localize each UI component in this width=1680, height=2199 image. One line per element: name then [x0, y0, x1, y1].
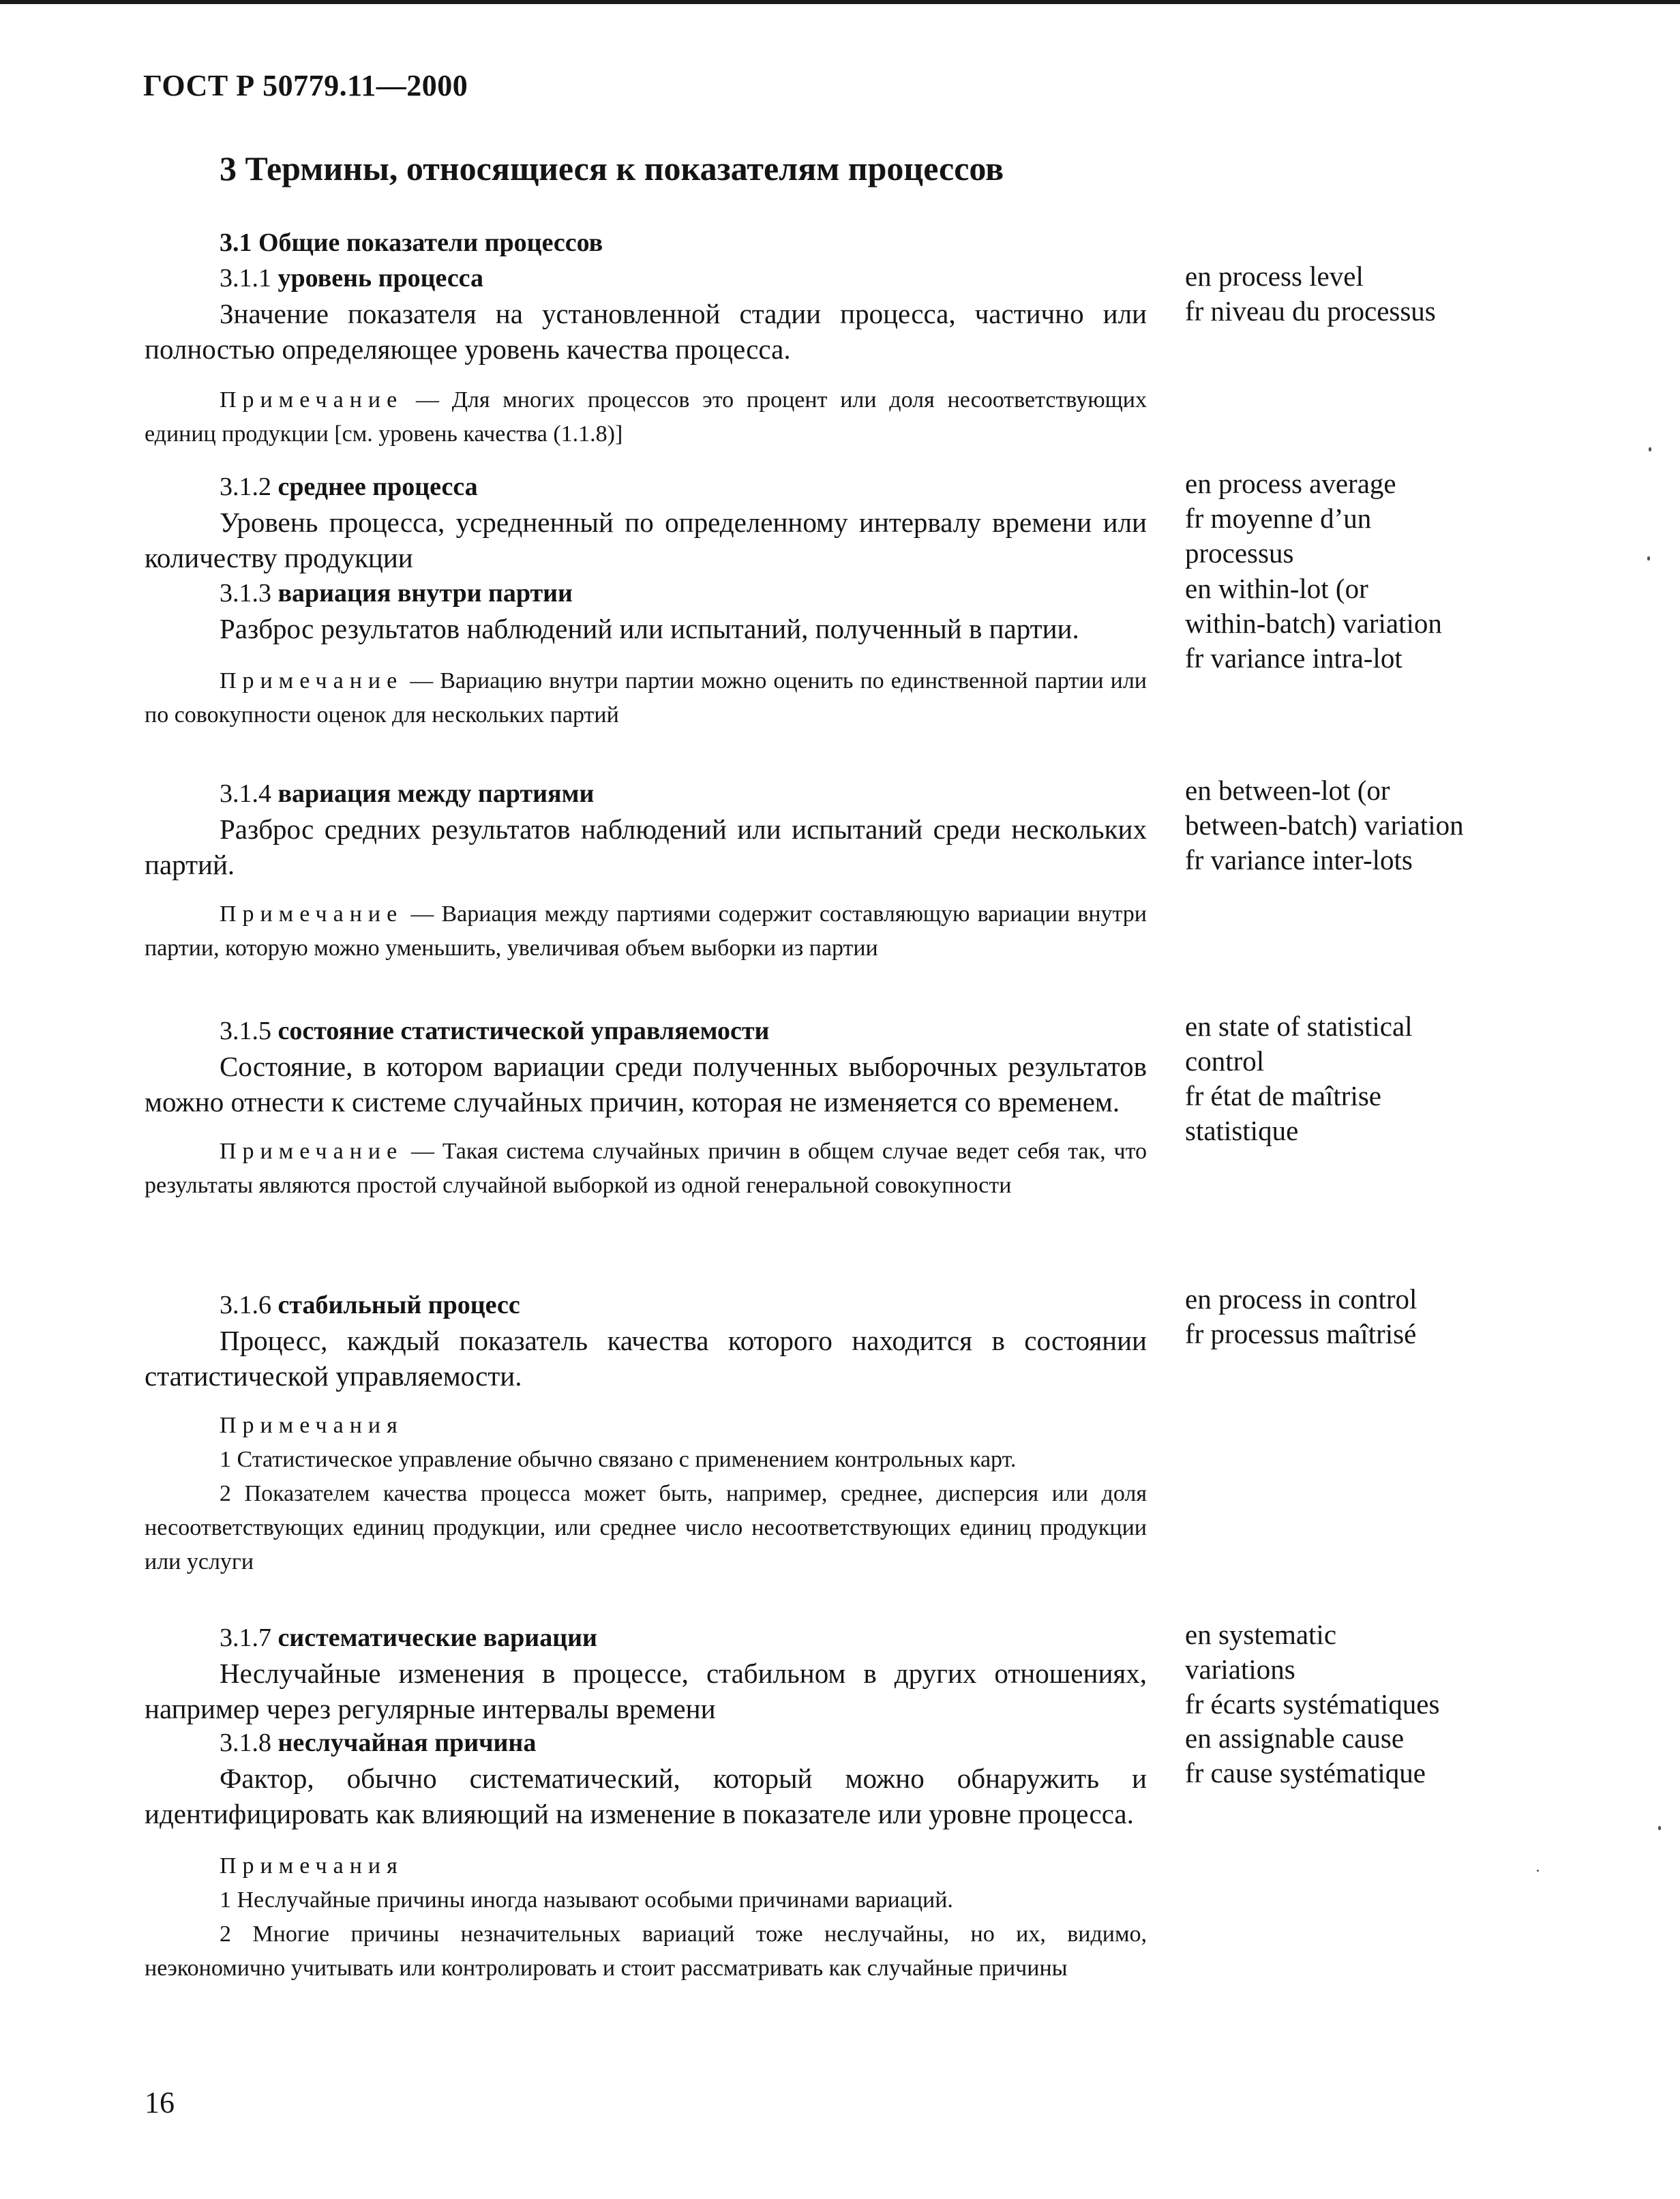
section-title: 3 Термины, относящиеся к показателям процессов	[220, 149, 1004, 188]
standard-code-header: ГОСТ Р 50779.11—2000	[143, 69, 468, 102]
equivalent-en: en state of statistical	[1185, 1011, 1413, 1042]
term-name: систематические вариации	[278, 1624, 597, 1652]
equivalents-3-1-7	[1185, 1617, 1649, 1722]
equivalents-3-1-3	[1185, 571, 1649, 676]
equivalent-fr: fr variance inter-lots	[1185, 844, 1413, 876]
equivalents-3-1-5	[1185, 1009, 1649, 1148]
term-note	[145, 383, 1147, 451]
scan-speck	[1649, 447, 1651, 451]
term-note	[145, 1135, 1147, 1203]
equivalent-en: en assignable cause	[1185, 1722, 1405, 1754]
note-text: — Для многих процессов это процент или доля несоответствующих единиц продукции [см. уровень качества (1.1.8)]	[145, 387, 1147, 447]
term-name: вариация между партиями	[278, 779, 595, 808]
note-item: 1 Статистическое управление обычно связано с применением контрольных карт.	[220, 1447, 1017, 1472]
equivalent-fr-cont: processus	[1185, 537, 1294, 569]
subsection-title: 3.1 Общие показатели процессов	[220, 228, 603, 257]
term-note	[145, 897, 1147, 966]
term-number: 3.1.4	[220, 779, 271, 808]
term-heading	[145, 1013, 1147, 1049]
term-number: 3.1.6	[220, 1291, 271, 1319]
term-heading	[145, 260, 1147, 296]
equivalents-3-1-2	[1185, 466, 1649, 571]
term-name: состояние статистической управляемости	[278, 1017, 770, 1045]
equivalent-en: en between-lot (or	[1185, 775, 1390, 806]
equivalent-en: en process level	[1185, 260, 1364, 292]
term-entry-3-1-6	[145, 1287, 1147, 1579]
equivalents-3-1-1	[1185, 259, 1649, 329]
note-label: Примечание	[220, 387, 404, 413]
equivalent-en-cont: between-batch) variation	[1185, 809, 1464, 841]
equivalent-fr: fr moyenne d’un	[1185, 503, 1372, 534]
term-entry-3-1-5	[145, 1013, 1147, 1203]
term-entry-3-1-3	[145, 575, 1147, 732]
term-number: 3.1.5	[220, 1017, 271, 1045]
term-entry-3-1-8	[145, 1725, 1147, 1986]
term-heading	[145, 1287, 1147, 1323]
term-heading	[145, 1620, 1147, 1656]
top-border-rule	[0, 0, 1680, 4]
equivalents-3-1-8	[1185, 1721, 1649, 1791]
note-label: Примечание	[220, 668, 404, 693]
term-heading	[145, 575, 1147, 611]
scan-speck	[1647, 556, 1650, 560]
equivalent-en: en process average	[1185, 468, 1396, 499]
note-label: Примечание	[220, 901, 404, 927]
term-note	[145, 664, 1147, 732]
term-entry-3-1-4	[145, 776, 1147, 966]
equivalent-fr: fr cause systématique	[1185, 1757, 1426, 1789]
term-heading	[145, 469, 1147, 505]
equivalent-fr: fr variance intra-lot	[1185, 642, 1402, 674]
note-item: 2 Показателем качества процесса может быть, например, среднее, дисперсия или доля несоответствующих единиц продукции, или среднее число несоответствующих единиц продукции или услуги	[145, 1481, 1147, 1574]
notes-heading: Примечания	[220, 1853, 404, 1879]
scan-speck	[1537, 1870, 1539, 1872]
term-name: стабильный процесс	[278, 1291, 520, 1319]
page-number: 16	[145, 2086, 175, 2119]
term-definition: Состояние, в котором вариации среди полученных выборочных результатов можно отнести к системе случайных причин, которая не изменяется со временем.	[145, 1051, 1147, 1118]
term-name: уровень процесса	[278, 264, 484, 293]
equivalent-en: en process in control	[1185, 1283, 1418, 1315]
note-text: — Вариация между партиями содержит составляющую вариации внутри партии, которую можно уменьшить, увеличивая объем выборки из партии	[145, 901, 1147, 961]
equivalent-en: en systematic	[1185, 1619, 1337, 1650]
term-number: 3.1.2	[220, 473, 271, 501]
note-item: 1 Неслучайные причины иногда называют особыми причинами вариаций.	[220, 1887, 953, 1913]
note-label: Примечание	[220, 1139, 404, 1164]
note-text: — Такая система случайных причин в общем случае ведет себя так, что результаты являются простой случайной выборкой из одной генеральной совокупности	[145, 1139, 1147, 1198]
scan-speck	[1658, 1826, 1661, 1830]
term-number: 3.1.1	[220, 264, 271, 293]
term-entry-3-1-2	[145, 469, 1147, 575]
notes-heading: Примечания	[220, 1413, 404, 1438]
equivalent-en-cont: variations	[1185, 1654, 1295, 1685]
note-item: 2 Многие причины незначительных вариаций тоже неслучайны, но их, видимо, неэкономично учитывать или контролировать и стоит рассматривать как случайные причины	[145, 1921, 1147, 1981]
term-heading	[145, 776, 1147, 811]
equivalents-3-1-4	[1185, 773, 1649, 878]
term-entry-3-1-7	[145, 1620, 1147, 1726]
term-definition: Фактор, обычно систематический, который можно обнаружить и идентифицировать как влияющий на изменение в показателе или уровне процесса.	[145, 1763, 1147, 1829]
equivalent-en-cont: control	[1185, 1045, 1265, 1077]
term-definition: Разброс результатов наблюдений или испытаний, полученный в партии.	[220, 613, 1079, 644]
term-heading	[145, 1725, 1147, 1761]
term-definition: Процесс, каждый показатель качества которого находится в состоянии статистической управляемости.	[145, 1325, 1147, 1392]
term-entry-3-1-1	[145, 260, 1147, 451]
equivalents-3-1-6	[1185, 1282, 1649, 1351]
equivalent-fr: fr écarts systématiques	[1185, 1688, 1440, 1720]
term-definition: Разброс средних результатов наблюдений или испытаний среди нескольких партий.	[145, 813, 1147, 880]
equivalent-fr: fr niveau du processus	[1185, 295, 1436, 327]
term-definition: Неслучайные изменения в процессе, стабильном в других отношениях, например через регулярные интервалы времени	[145, 1658, 1147, 1724]
note-text: — Вариацию внутри партии можно оценить по единственной партии или по совокупности оценок для нескольких партий	[145, 668, 1147, 728]
term-definition: Значение показателя на установленной стадии процесса, частично или полностью определяющее уровень качества процесса.	[145, 298, 1147, 365]
term-number: 3.1.3	[220, 579, 271, 608]
term-definition: Уровень процесса, усредненный по определенному интервалу времени или количеству продукции	[145, 507, 1147, 573]
equivalent-en: en within-lot (or	[1185, 573, 1368, 604]
equivalent-fr-cont: statistique	[1185, 1115, 1299, 1146]
term-number: 3.1.7	[220, 1624, 271, 1652]
term-number: 3.1.8	[220, 1729, 271, 1757]
equivalent-fr: fr état de maîtrise	[1185, 1080, 1382, 1111]
equivalent-fr: fr processus maîtrisé	[1185, 1318, 1417, 1349]
term-name: неслучайная причина	[278, 1729, 537, 1757]
term-name: вариация внутри партии	[278, 579, 573, 608]
term-name: среднее процесса	[278, 473, 478, 501]
equivalent-en-cont: within-batch) variation	[1185, 608, 1442, 639]
